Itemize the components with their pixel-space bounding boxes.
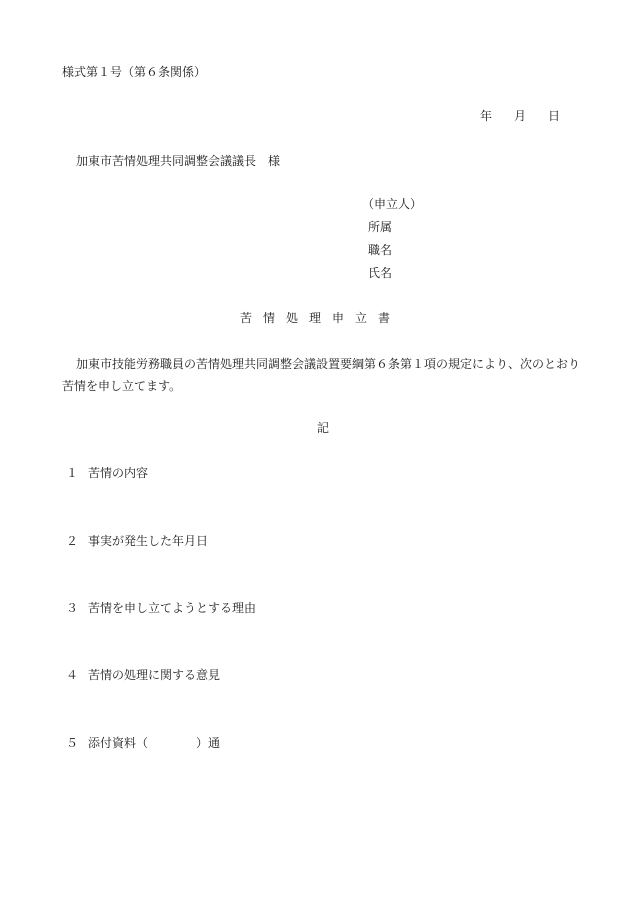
body-paragraph: 加東市技能労務職員の苦情処理共同調整会議設置要綱第６条第１項の規定により、次のとおり苦情を申し立てます。 [62,357,581,393]
item-label: 苦情を申し立てようとする理由 [88,601,257,615]
applicant-name: 氏名 [368,266,393,280]
item-label: 事実が発生した年月日 [88,534,209,548]
list-item [66,667,220,683]
item-number: １ [66,466,79,480]
item-label-pre: 添付資料（ [88,736,149,750]
item-number: ５ [66,736,79,750]
applicant-heading: （申立人） [362,197,423,211]
item-number: ２ [66,534,79,548]
form-label: 様式第１号（第６条関係） [62,65,207,79]
applicant-position: 職名 [368,243,393,257]
applicant-affiliation: 所属 [368,220,393,234]
date-day: 日 [548,109,561,123]
item-label: 苦情の処理に関する意見 [88,668,221,682]
list-item [66,465,148,481]
item-number: ３ [66,601,79,615]
item-label-post: ）通 [196,736,221,750]
date-year: 年 [480,109,493,123]
item-label: 苦情の内容 [88,466,149,480]
date-month: 月 [514,109,527,123]
date-line [480,108,560,124]
document-title: 苦情処理申立書 [240,311,402,325]
list-item [66,600,256,616]
addressee: 加東市苦情処理共同調整会議議長 様 [76,154,281,168]
list-item [66,735,220,751]
ki-heading: 記 [317,421,330,435]
list-item [66,533,208,549]
item-number: ４ [66,668,79,682]
